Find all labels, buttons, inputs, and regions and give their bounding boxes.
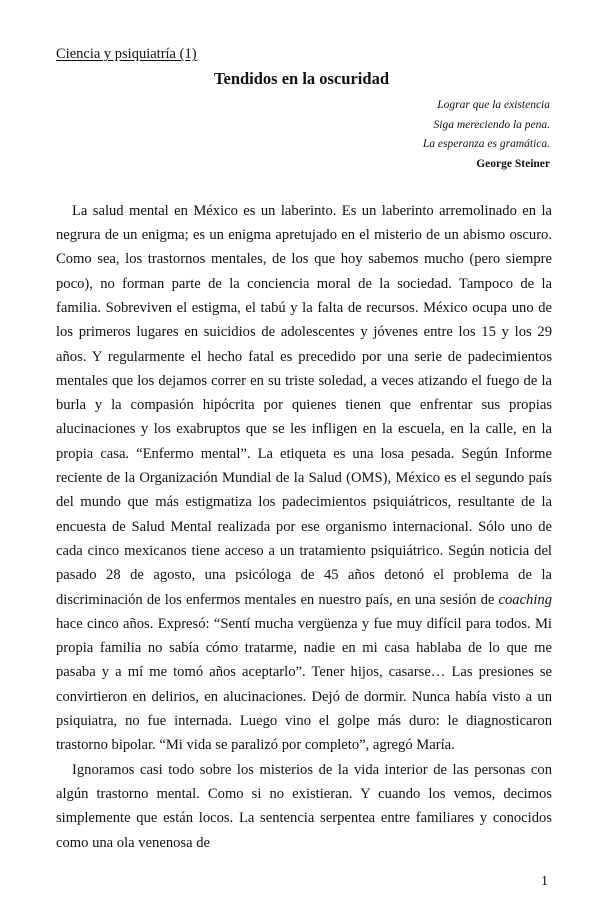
paragraph-text: hace cinco años. Expresó: “Sentí mucha vergüenza y fue muy difícil para todos. Mi propia familia no sabía cómo tratarme, nadie en mi casa hablaba de lo que me pasaba y a mí me tomó años aceptarlo”. Tener hijos, casarse… Las presiones se convirtieron en delirios, en alucinaciones. Dejó de dormir. Nunca había visto a un psiquiatra, no fue internada. Luego vino el golpe más duro: le diagnosticaron trastorno bipolar. “Mi vida se paralizó por completo”, agregó María. xyxy=(56,615,552,754)
body-text xyxy=(56,199,552,855)
page-number: 1 xyxy=(541,873,548,889)
epigraph-author: George Steiner xyxy=(476,158,550,171)
section-label: Ciencia y psiquiatría (1) xyxy=(56,46,197,62)
epigraph-line: La esperanza es gramática. xyxy=(422,138,550,151)
paragraph-text: La salud mental en México es un laberinto. Es un laberinto arremolinado en la negrura de un enigma; es un enigma apretujado en el misterio de un abismo oscuro. Como sea, los trastornos mentales, de los que hoy sabemos mucho (pero siempre poco), no forman parte de la conciencia moral de la sociedad. Tampoco de la familia. Sobreviven el estigma, el tabú y la falta de recursos. México ocupa uno de los primeros lugares en suicidios de adolescentes y jóvenes entre los 15 y los 29 años. Y regularmente el hecho fatal es precedido por una serie de padecimientos mentales que los dejamos correr en su triste soledad, a veces atizando el fuego de la burla y la compasión hipócrita por quienes tienen que enfrentar sus propias alucinaciones y los exabruptos que se les infligen en la escuela, en la calle, en la propia casa. “Enfermo mental”. La etiqueta es una losa pesada. Según Informe reciente de la Organización Mundial de la Salud (OMS), México es el segundo país del mundo que más estigmatiza los padecimientos psiquiátricos, resultante de la encuesta de Salud Mental realizada por ese organismo internacional. Sólo uno de cada cinco mexicanos tiene acceso a un tratamiento psiquiátrico. Según noticia del pasado 28 de agosto, una psicóloga de 45 años detonó el problema de la discriminación de los enfermos mentales en nuestro país, en una sesión de xyxy=(56,202,552,608)
paragraph xyxy=(56,199,552,758)
paragraph xyxy=(56,758,552,855)
epigraph-line: Siga mereciendo la pena. xyxy=(433,118,550,131)
epigraph-line: Lograr que la existencia xyxy=(437,99,550,111)
paragraph-text: Ignoramos casi todo sobre los misterios de la vida interior de las personas con algún trastorno mental. Como si no existieran. Y cuando los vemos, decimos simplemente que están locos. La sentencia serpentea entre familiares y conocidos como una ola venenosa de xyxy=(56,761,552,851)
epigraph xyxy=(0,96,550,175)
document-title: Tendidos en la oscuridad xyxy=(214,69,389,88)
emphasis-text: coaching xyxy=(498,591,552,608)
